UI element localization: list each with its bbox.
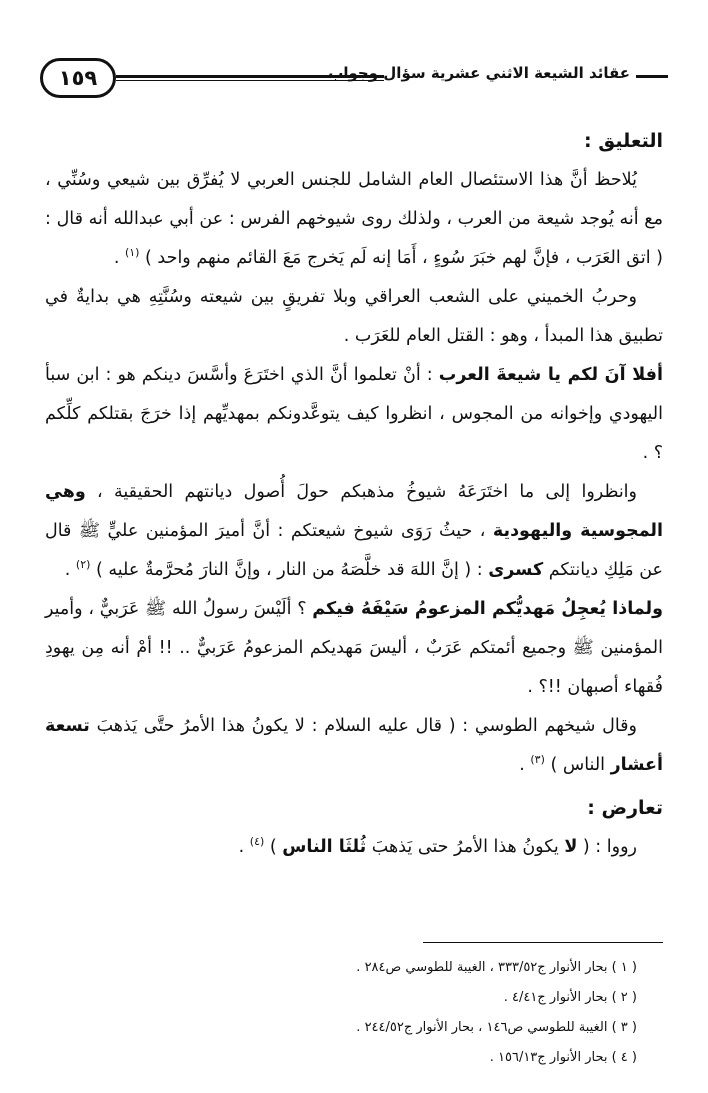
paragraph-1: يُلاحظ أنَّ هذا الاستئصال العام الشامل للجنس العربي لا يُفرِّق بين شيعي وسُنِّي ، مع أنه يُوجد شيعة من العرب ، ولذلك روى شيوخهم الفرس : عن أبي عبدالله أنه قال : ( اتق العَرَب ، فإنَّ لهم خبَرَ سُوءٍ ، أَمَا إنه لَم يَخرج مَعَ القائم منهم واحد ) $^{(١)}$ . [45, 170, 663, 268]
paragraph-4: وانظروا إلى ما اختَرَعَهُ شيوخُ مذهبكم حولَ أُصول ديانتهم الحقيقية ، وهي المجوسية واليهودية ، حيثُ رَوَى شيوخ شيعتكم : أنَّ أميرَ المؤمنين عليٍّ ﷺ قال عن مَلِكِ ديانتكم كسرى : ( إنَّ اللهَ قد خلَّصَهُ من النار ، وإنَّ النارَ مُحرَّمةٌ عليه ) $^{(٢)}$ . [45, 482, 663, 580]
footnote-1: ( ١ ) بحار الأنوار ج٣٣٣/٥٢ ، الغيبة للطوسي ص٢٨٤ . [356, 960, 637, 975]
page-header [40, 58, 668, 102]
paragraph-5: ولماذا يُعجِلُ مَهديُّكم المزعومُ سَيْفَهُ فيكم ؟ ألَيْسَ رسولُ الله ﷺ عَرَبيٌّ ، وأمير المؤمنين ﷺ وجميع أئمتكم عَرَبٌ ، أليسَ مَهديكم المزعومُ عَرَبيٌّ .. !! أمْ أنه مِن يهودِ فُقهاء أصبهان !!؟ . [45, 599, 663, 697]
section-heading-contradiction: تعارض : [587, 797, 663, 819]
footnote-3: ( ٣ ) الغيبة للطوسي ص١٤٦ ، بحار الأنوار ج٢٤٤/٥٢ . [356, 1020, 637, 1035]
footnote-ref-2: (٢) [75, 558, 91, 572]
section-heading-commentary: التعليق : [584, 130, 663, 152]
paragraph-7: رووا : ( لا يكونُ هذا الأمرُ حتى يَذهبَ ثُلثَا الناس ) $^{(٤)}$ . [238, 835, 637, 857]
header-rule-short [636, 75, 668, 78]
running-title: عقائد الشيعة الاثني عشرية سؤال وجواب [328, 64, 630, 82]
footnote-ref-4: (٤) [249, 835, 265, 849]
footnote-4: ( ٤ ) بحار الأنوار ج١٥٦/١٣ . [489, 1050, 637, 1065]
footnote-2: ( ٢ ) بحار الأنوار ج٤/٤١ . [503, 990, 637, 1005]
page-number-badge: ١٥٩ [40, 58, 116, 98]
footnotes [45, 953, 663, 1073]
paragraph-6: وقال شيخهم الطوسي : ( قال عليه السلام : لا يكونُ هذا الأمرُ حتَّى يَذهبَ تسعة أعشار الناس ) $^{(٣)}$ . [45, 716, 663, 775]
body-text [45, 118, 663, 867]
footnote-ref-1: (١) [124, 246, 140, 260]
paragraph-3: أفلا آنَ لكم يا شيعةَ العرب : أنْ تعلموا أنَّ الذي اختَرَعَ وأسَّسَ دينكم هو : ابن سبأ اليهودي وإخوانه من المجوس ، انظروا كيف يتوعَّدونكم بمهديِّهم إذا خرَجَ بقتلكم كلِّكم ؟ . [45, 365, 663, 463]
footnote-divider [423, 942, 663, 943]
footnote-ref-3: (٣) [530, 753, 545, 767]
paragraph-2: وحربُ الخميني على الشعب العراقي وبلا تفريقٍ بين شيعته وسُنَّتِهِ هي بدايةٌ في تطبيق هذا المبدأ ، وهو : القتل العام للعَرَب . [45, 287, 663, 346]
